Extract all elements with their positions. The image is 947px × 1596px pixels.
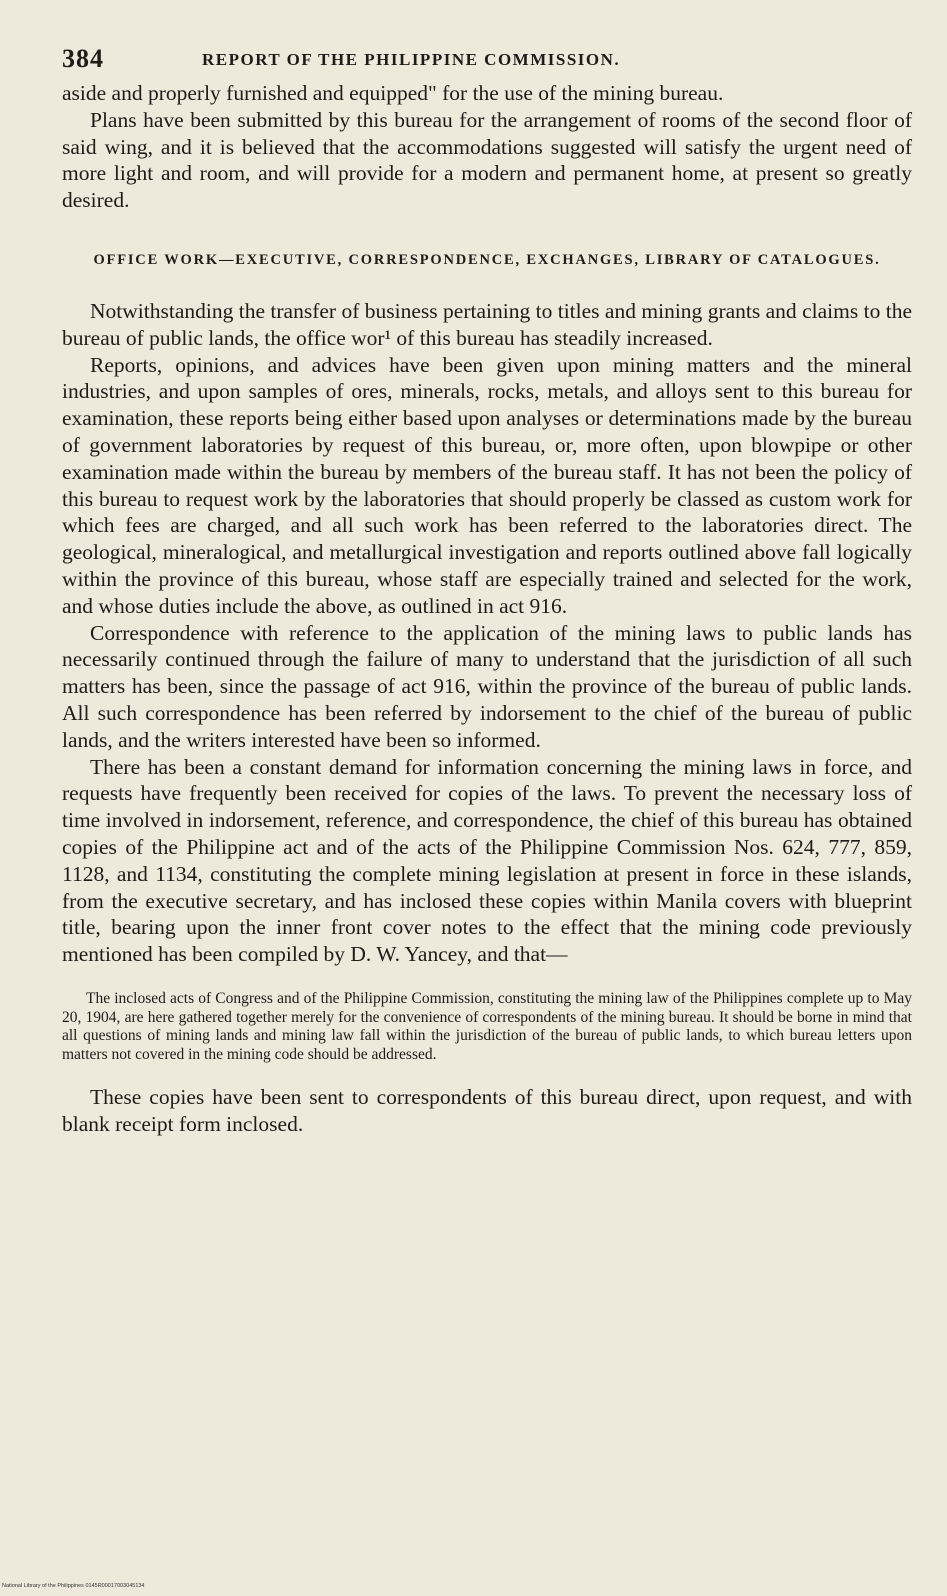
paragraph: Notwithstanding the transfer of business pertaining to titles and mining grants and claims to the bureau of public lands, the office wor¹ of this bureau has steadily increased. xyxy=(62,298,912,350)
paragraph: Plans have been submitted by this bureau for the arrangement of rooms of the second floor of said wing, and it is believed that the accommodations suggested will satisfy the urgent need of more light and room, and will provide for a modern and permanent home, at present so greatly desired. xyxy=(62,107,912,213)
paragraph-continuation: aside and properly furnished and equipped" for the use of the mining bureau. xyxy=(62,81,724,105)
quoted-note: The inclosed acts of Congress and of the Philippine Commission, constituting the mining law of the Philippines complete up to May 20, 1904, are here gathered together merely for the convenience of correspondents of the mining bureau. It should be borne in mind that all questions of mining lands and mining law fall within the jurisdiction of the bureau of public lands, to which bureau letters upon matters not covered in the mining code should be addressed. xyxy=(62,989,912,1063)
paragraph: Correspondence with reference to the application of the mining laws to public lands has necessarily continued through the failure of many to understand that the jurisdiction of all such matters has been, since the passage of act 916, within the province of the bureau of public lands. All such correspondence has been referred by indorsement to the chief of the bureau of public lands, and the writers interested have been so informed. xyxy=(62,620,912,752)
footer-imprint: National Library of the Philippines 0145R00017003045134 xyxy=(2,1583,145,1589)
section-heading: OFFICE WORK—EXECUTIVE, CORRESPONDENCE, EXCHANGES, LIBRARY OF CATALOGUES. xyxy=(93,251,881,268)
body-text-top xyxy=(62,80,912,214)
body-text-section xyxy=(62,298,912,968)
running-head xyxy=(62,40,912,80)
paragraph: Reports, opinions, and advices have been given upon mining matters and the mineral industries, and upon samples of ores, minerals, rocks, metals, and alloys sent to this bureau for examination, these reports being either based upon analyses or determinations made by the bureau of government laboratories by request of this bureau, or, more often, upon blowpipe or other examination made within the bureau by members of the bureau staff. It has not been the policy of this bureau to request work by the laboratories that should properly be classed as custom work for which fees are charged, and all such work has been referred to the laboratories direct. The geological, mineralogical, and metallurgical investigation and reports outlined above fall logically within the province of this bureau, whose staff are especially trained and selected for the work, and whose duties include the above, as outlined in act 916. xyxy=(62,352,912,618)
running-title: REPORT OF THE PHILIPPINE COMMISSION. xyxy=(202,50,621,69)
closing-paragraph: These copies have been sent to correspondents of this bureau direct, upon request, and with blank receipt form inclosed. xyxy=(62,1085,912,1137)
body-text-closing xyxy=(62,1084,912,1138)
page-number: 384 xyxy=(62,44,104,73)
document-page xyxy=(62,40,912,1138)
paragraph: There has been a constant demand for information concerning the mining laws in force, and requests have frequently been received for copies of the laws. To prevent the necessary loss of time involved in indorsement, reference, and correspondence, the chief of this bureau has obtained copies of the Philippine act and of the acts of the Philippine Commission Nos. 624, 777, 859, 1128, and 1134, constituting the complete mining legislation at present in force in these islands, from the executive secretary, and has inclosed these copies within Manila covers with blueprint title, bearing upon the inner front cover notes to the effect that the mining code previously mentioned has been compiled by D. W. Yancey, and that— xyxy=(62,754,912,967)
